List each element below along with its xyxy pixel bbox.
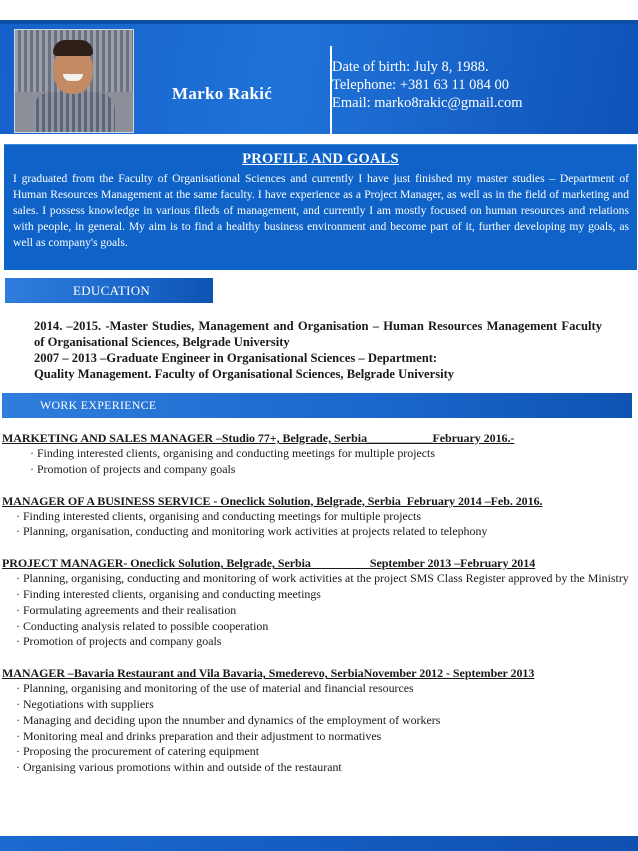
profile-section: [4, 144, 637, 270]
job-duties: [2, 681, 632, 776]
list-item: · Promotion of projects and company goals: [2, 462, 632, 478]
job-title: MARKETING AND SALES MANAGER –Studio 77+, Belgrade, Serbia___________February 2016.-: [2, 431, 515, 445]
job-title: MANAGER OF A BUSINESS SERVICE - Oneclick Solution, Belgrade, Serbia February 2014 –Feb. 2016.: [2, 493, 543, 508]
list-item: · Monitoring meal and drinks preparation and their adjustment to normatives: [2, 729, 632, 745]
list-item: · Conducting analysis related to possible cooperation: [2, 619, 632, 635]
education-entry: Quality Management. Faculty of Organisational Sciences, Belgrade University: [34, 367, 455, 381]
list-item: · Negotiations with suppliers: [2, 697, 632, 713]
education-heading-bar: [5, 278, 213, 303]
list-item: · Finding interested clients, organising and conducting meetings: [2, 587, 632, 603]
date-of-birth: Date of birth: July 8, 1988.: [332, 59, 489, 75]
profile-title: PROFILE AND GOALS: [242, 151, 399, 167]
profile-text: I graduated from the Faculty of Organisational Sciences and currently I have just finished my master studies – Department of Human Resources Management at the same faculty. I have experience as a Project Manager, as well as in the field of marketing and sales. I possess knowledge in various fileds of management, and currently I am mostly focused on human resources and relations with people, in general. My aim is to find a healthy business environment and become part of it, further developing my goals, as well as company's goals.: [13, 172, 629, 249]
contact-info: [332, 58, 523, 112]
job-title: PROJECT MANAGER- Oneclick Solution, Belgrade, Serbia September 2013 –February 2014: [2, 556, 536, 571]
candidate-name: Marko Rakić: [172, 84, 273, 103]
job-title: MANAGER –Bavaria Restaurant and Vila Bavaria, Smederevo, SerbiaNovember 2012 - September 2013: [2, 666, 535, 681]
list-item: · Planning, organising, conducting and monitoring of work activities at the project SMS Class Register approved by the Ministry: [2, 571, 632, 587]
list-item: · Proposing the procurement of catering equipment: [2, 744, 632, 760]
job-entry: [2, 431, 632, 478]
list-item: · Finding interested clients, organising and conducting meetings for multiple projects: [2, 446, 632, 462]
education-heading: EDUCATION: [73, 283, 151, 298]
job-duties: [2, 509, 632, 541]
job-entry: [2, 556, 632, 650]
header-banner: [0, 24, 638, 134]
job-duties: [2, 571, 632, 650]
profile-photo: [14, 29, 134, 133]
education-entry: 2014. –2015. -Master Studies, Management and Organisation – Human Resources Management Faculty of Organisational Sciences, Belgrade University: [34, 319, 602, 349]
list-item: · Planning, organising and monitoring of the use of material and financial resources: [2, 681, 632, 697]
list-item: · Managing and deciding upon the nnumber and dynamics of the employment of workers: [2, 713, 632, 729]
education-entry: 2007 – 2013 –Graduate Engineer in Organisational Sciences – Department:: [34, 351, 438, 365]
list-item: · Formulating agreements and their realisation: [2, 603, 632, 619]
work-heading: WORK EXPERIENCE: [40, 398, 157, 412]
list-item: · Finding interested clients, organising and conducting meetings for multiple projects: [2, 509, 632, 525]
education-list: [34, 318, 602, 382]
email: Email: marko8rakic@gmail.com: [332, 95, 523, 111]
list-item: · Planning, organisation, conducting and monitoring work activities at projects related to telephony: [2, 524, 632, 540]
work-experience-list: [2, 431, 632, 792]
work-heading-bar: [2, 393, 632, 418]
footer-bar: [0, 836, 638, 851]
job-duties: [2, 446, 632, 478]
job-entry: [2, 494, 632, 541]
list-item: · Organising various promotions within and outside of the restaurant: [2, 760, 632, 776]
list-item: · Promotion of projects and company goals: [2, 634, 632, 650]
telephone: Telephone: +381 63 11 084 00: [332, 77, 509, 93]
job-entry: [2, 666, 632, 776]
